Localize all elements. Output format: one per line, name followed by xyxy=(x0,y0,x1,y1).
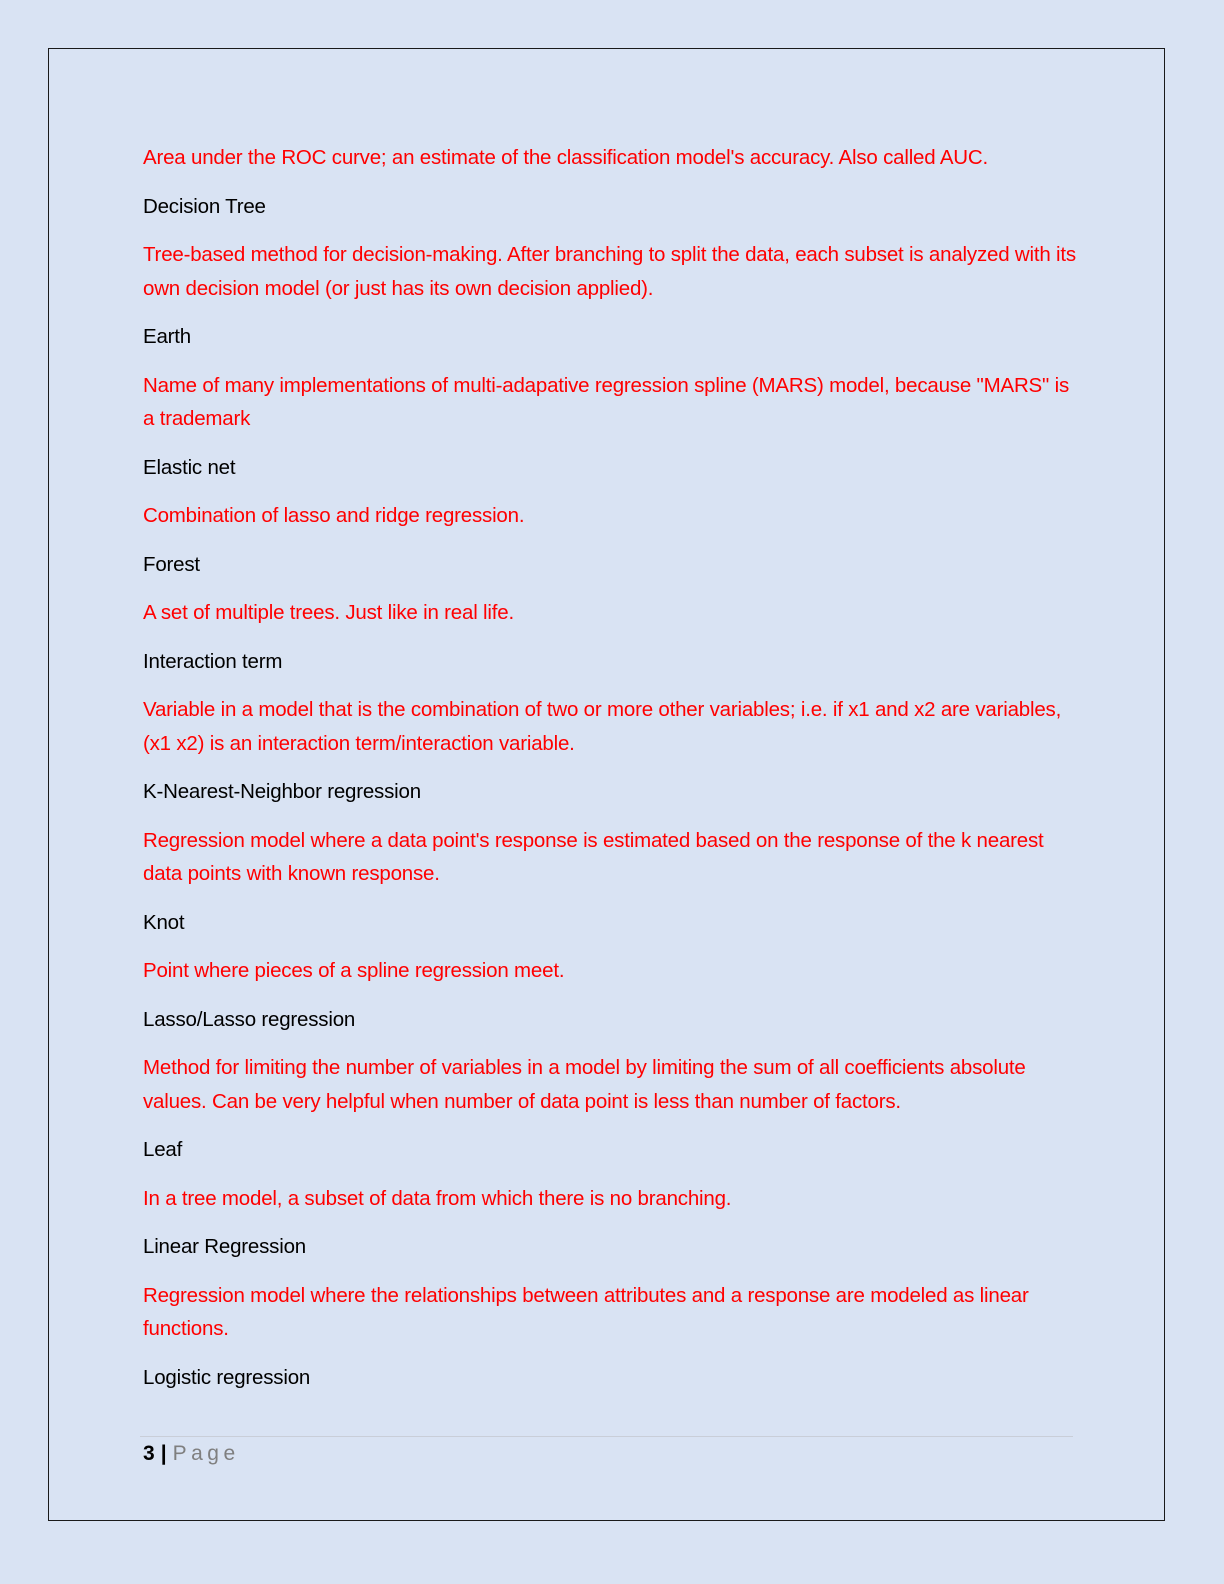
definition-linear-regression: Regression model where the relationships between attributes and a response are modeled as linear functions. xyxy=(143,1283,1029,1340)
definition-lasso: Method for limiting the number of variables in a model by limiting the sum of all coefficients absolute values. Can be very helpful when number of data point is less than number of factors. xyxy=(143,1056,1026,1113)
page-label: Page xyxy=(172,1442,240,1465)
definition-elastic-net: Combination of lasso and ridge regression. xyxy=(143,504,525,527)
footer-divider xyxy=(140,1436,1073,1437)
footer-separator: | xyxy=(160,1442,167,1465)
definition-forest: A set of multiple trees. Just like in real life. xyxy=(143,601,514,624)
definition-knn-regression: Regression model where a data point's response is estimated based on the response of the k nearest data points with known response. xyxy=(143,828,1044,885)
glossary-content xyxy=(143,141,1083,1409)
term-logistic-regression: Logistic regression xyxy=(143,1365,311,1389)
term-interaction-term: Interaction term xyxy=(143,649,283,673)
term-elastic-net: Elastic net xyxy=(143,455,236,479)
definition-leaf: In a tree model, a subset of data from which there is no branching. xyxy=(143,1186,732,1210)
term-decision-tree: Decision Tree xyxy=(143,194,266,218)
term-earth: Earth xyxy=(143,325,191,348)
definition-earth: Name of many implementations of multi-adapative regression spline (MARS) model, because "MARS" is a trademark xyxy=(143,373,1070,430)
term-knot: Knot xyxy=(143,910,185,934)
term-forest: Forest xyxy=(143,552,200,576)
term-lasso: Lasso/Lasso regression xyxy=(143,1007,356,1031)
page-number: 3 xyxy=(143,1442,155,1465)
term-leaf: Leaf xyxy=(143,1138,183,1161)
definition-knot: Point where pieces of a spline regression meet. xyxy=(143,959,565,982)
definition-auc: Area under the ROC curve; an estimate of the classification model's accuracy. Also called AUC. xyxy=(143,146,988,169)
term-linear-regression: Linear Regression xyxy=(143,1235,306,1258)
definition-interaction-term: Variable in a model that is the combination of two or more other variables; i.e. if x1 and x2 are variables, (x1 x2) is an interaction term/interaction variable. xyxy=(143,698,1062,755)
page-footer xyxy=(143,1440,240,1468)
definition-decision-tree: Tree-based method for decision-making. After branching to split the data, each subset is analyzed with its own decision model (or just has its own decision applied). xyxy=(143,243,1076,300)
term-knn-regression: K-Nearest-Neighbor regression xyxy=(143,780,421,803)
